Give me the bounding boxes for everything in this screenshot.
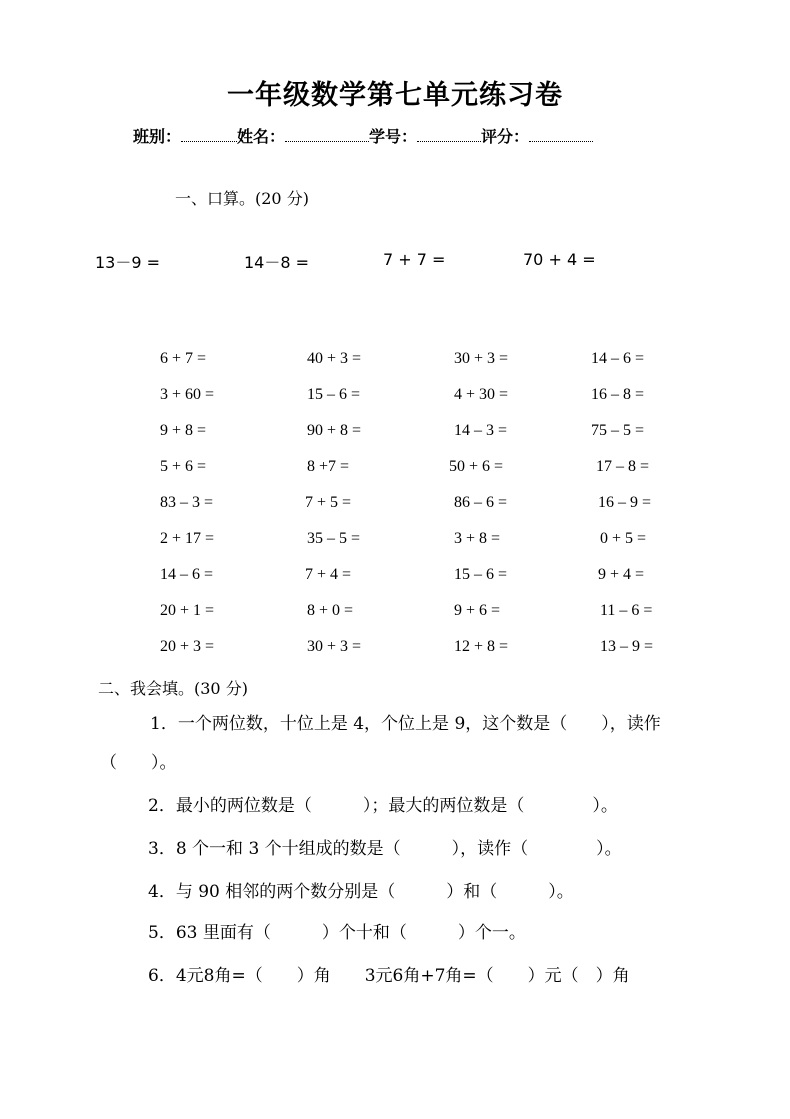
name-blank[interactable] [285,127,369,142]
class-blank[interactable] [181,127,237,142]
calc-item: 14 – 6 = [591,350,645,367]
class-label: 班别： [133,127,182,146]
name-label: 姓名： [237,127,286,146]
calc-item: 14 – 6 = [160,566,214,583]
fill-question-1-cont: （ ）。 [100,753,177,773]
calc-item: 15 – 6 = [454,566,508,583]
section1-heading: 一、口算。(20 分) [175,189,309,208]
calc-item: 2 + 17 = [160,530,215,547]
fill-question-4: 4．与 90 相邻的两个数分别是（ ）和（ ）。 [148,882,574,902]
calc-item: 9 + 8 = [160,422,207,439]
calc-item: 16 – 9 = [598,494,652,511]
number-label: 学号： [369,127,418,146]
fill-question-6: 6．4元8角=（ ）角 3元6角+7角=（ ）元（ ）角 [148,966,630,986]
calc-item: 13 – 9 = [600,638,654,655]
calc-item: 7 + 5 = [305,494,352,511]
calc-item: 9 + 4 = [598,566,645,583]
calc-item: 20 + 3 = [160,638,215,655]
calc-item: 16 – 8 = [591,386,645,403]
calc-item: 3 + 60 = [160,386,215,403]
number-blank[interactable] [417,127,481,142]
calc-item: 50 + 6 = [449,458,504,475]
calc-item: 30 + 3 = [307,638,362,655]
calc-item: 7 + 4 = [305,566,352,583]
calc-item: 20 + 1 = [160,602,215,619]
calc-item: 11 – 6 = [600,602,653,619]
calc-item: 8 + 0 = [307,602,354,619]
calc-item: 30 + 3 = [454,350,509,367]
calc-item: 90 + 8 = [307,422,362,439]
fill-question-2: 2．最小的两位数是（ ）；最大的两位数是（ ）。 [148,796,618,816]
calc-item: 14 – 3 = [454,422,508,439]
calc-item: 35 – 5 = [307,530,361,547]
calc-item: 86 – 6 = [454,494,508,511]
oral-item: 13－9 = [95,253,161,272]
fill-question-1: 1．一个两位数，十位上是 4，个位上是 9，这个数是（ ），读作 [150,714,661,734]
fill-question-3: 3．8 个一和 3 个十组成的数是（ ），读作（ ）。 [148,839,622,859]
student-info-row [133,124,593,147]
section2-heading: 二、我会填。(30 分) [98,679,248,698]
calc-item: 83 – 3 = [160,494,214,511]
oral-item: 14－8 = [244,253,310,272]
calc-item: 17 – 8 = [596,458,650,475]
calc-item: 0 + 5 = [600,530,647,547]
score-label: 评分： [481,127,530,146]
calc-item: 5 + 6 = [160,458,207,475]
score-blank[interactable] [529,127,593,142]
calc-item: 4 + 30 = [454,386,509,403]
calc-item: 15 – 6 = [307,386,361,403]
calc-item: 3 + 8 = [454,530,501,547]
calc-item: 8 +7 = [307,458,350,475]
calc-item: 40 + 3 = [307,350,362,367]
calc-item: 6 + 7 = [160,350,207,367]
calc-item: 12 + 8 = [454,638,509,655]
page-title: 一年级数学第七单元练习卷 [227,80,563,111]
fill-question-5: 5．63 里面有（ ）个十和（ ）个一。 [148,923,526,943]
calc-item: 75 – 5 = [591,422,645,439]
oral-item: 7 + 7 = [383,250,446,269]
oral-item: 70 + 4 = [523,250,596,269]
calc-item: 9 + 6 = [454,602,501,619]
